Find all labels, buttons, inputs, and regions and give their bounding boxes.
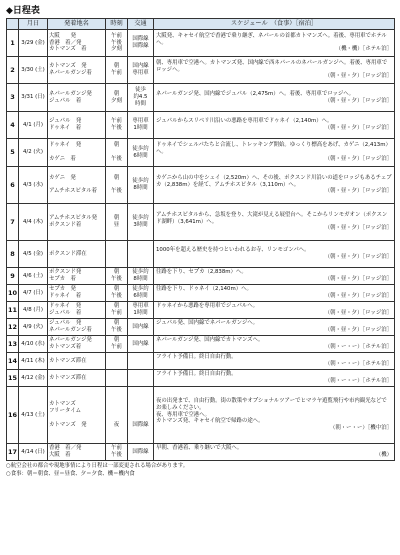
schedule-text: カゲニから山の中をシェイ（2,520m）へ、その後、ポクスンド川沿いの道をロッジもあるチェプカ（2,838m）を経て、アムチホスピタル（3,110m）へ。 [156,174,392,188]
time-cell: 朝 午前 [106,336,128,353]
itinerary-row [7,57,395,84]
meal-lodging: （朝・ー・ー）［ホテル泊］ [324,344,392,350]
schedule-text: ドゥネイから悪路を専用車でジュパルへ。 [156,303,259,310]
meal-lodging: （機・機）［ホテル泊］ [335,46,392,53]
date-cell: 4/5 (金) [19,241,48,268]
transport-cell: 徒歩約 6時間 [128,139,154,167]
place-cell: カトマンズ 発 ネパールガンジ着 [48,57,106,84]
date-cell: 4/8 (月) [19,302,48,319]
place-cell: カトマンズ フリータイム カトマンズ 発 [48,387,106,444]
date-cell: 3/30 (土) [19,57,48,84]
day-number-cell: 1 [7,30,19,57]
date-cell: 4/9 (火) [19,319,48,336]
place-cell: カトマンズ滞在 [48,353,106,370]
schedule-text: アムチホスピタルから、急坂を登り、大滝が見える展望台へ。そこからリンモガオン（ポクスンド湖畔）（3,641m）へ。 [156,211,388,225]
itinerary-table [6,18,395,461]
meal-lodging: （朝・昼・夕）［ロッジ泊］ [324,73,392,80]
schedule-text: ジュパル発、国内線でネパールガンジへ。 [156,320,259,327]
day-number-cell: 8 [7,241,19,268]
header-transport: 交通 [128,19,154,30]
day-number-cell: 11 [7,302,19,319]
date-cell: 4/4 (木) [19,204,48,241]
time-cell [106,241,128,268]
day-number-cell: 5 [7,139,19,167]
schedule-cell [154,387,395,444]
day-number-cell: 3 [7,84,19,112]
time-cell: 朝 午後 [106,319,128,336]
place-cell: ネパールガンジ発 カトマンズ着 [48,336,106,353]
meal-lodging: （朝・ー・ー）［ホテル泊］ [324,361,392,367]
transport-cell: 国内線 専用車 [128,57,154,84]
day-number-cell: 16 [7,387,19,444]
itinerary-row [7,336,395,353]
schedule-text: 往路を下り、ドゥネイ（2,140m）へ。 [156,286,252,293]
place-cell: 大阪 発 香港 着／発 カトマンズ 着 [48,30,106,57]
itinerary-body [7,30,395,461]
schedule-text: フライト予備日。終日自由行動。 [156,354,237,361]
schedule-cell [154,204,395,241]
date-cell: 4/6 (土) [19,268,48,285]
time-cell: 午前 午後 [106,444,128,461]
itinerary-row [7,112,395,139]
schedule-text: 1000年を超える歴史を持つといわれるお寺、リンモゴンパへ。 [156,247,310,254]
schedule-cell [154,241,395,268]
place-cell: ドゥネイ 発 ジュパル 着 [48,302,106,319]
schedule-cell [154,336,395,353]
time-cell: 朝 午後 [106,285,128,302]
schedule-cell [154,30,395,57]
meal-lodging: （朝・昼・夕）［ロッジ泊］ [324,254,392,260]
itinerary-row [7,285,395,302]
day-number-cell: 13 [7,336,19,353]
header-time: 時刻 [106,19,128,30]
meal-lodging: （朝・ー・ー）［機中泊］ [330,425,392,432]
date-cell: 4/2 (火) [19,139,48,167]
time-cell [106,353,128,370]
transport-cell [128,353,154,370]
transport-cell: 国内線 [128,319,154,336]
schedule-text: 早朝、香港着、乗り継いで大阪へ。 [156,445,243,452]
time-cell: 朝 午後 [106,139,128,167]
place-cell: セプカ 発 ドゥネイ 着 [48,285,106,302]
itinerary-row [7,268,395,285]
itinerary-row [7,30,395,57]
schedule-cell [154,319,395,336]
place-cell: ポクスンド発 セプカ 着 [48,268,106,285]
schedule-text: ジュパルからスリベリ川沿いの悪路を専用車でドゥネイ（2,140m）へ。 [156,118,333,125]
day-number-cell: 12 [7,319,19,336]
meal-lodging: （機） [375,452,392,458]
schedule-text: フライト予備日。終日自由行動。 [156,371,237,378]
schedule-cell [154,285,395,302]
transport-cell: 国際線 [128,387,154,444]
time-cell: 夜 [106,387,128,444]
time-cell: 朝 午前 [106,302,128,319]
day-number-cell: 15 [7,370,19,387]
time-cell: 朝 午前 [106,57,128,84]
date-cell: 3/31 (日) [19,84,48,112]
header-date: 月日 [19,19,48,30]
schedule-text: 大阪発、キャセイ航空で香港で乗り継ぎ、ネパールの首都カトマンズへ。着後、専用車でホテルへ。 [156,32,387,46]
place-cell: カゲニ 発 アムチホスピタル着 [48,167,106,204]
date-cell: 4/14 (日) [19,444,48,461]
schedule-cell [154,353,395,370]
transport-cell: 専用車 1時間 [128,302,154,319]
itinerary-row [7,353,395,370]
date-cell: 4/1 (月) [19,112,48,139]
itinerary-row [7,319,395,336]
day-number-cell: 17 [7,444,19,461]
meal-lodging: （朝・昼・夕）［ロッジ泊］ [324,276,392,282]
place-cell: ネパールガンジ発 ジュパル 着 [48,84,106,112]
transport-cell [128,370,154,387]
time-cell: 午前 午後 [106,112,128,139]
date-cell: 4/11 (木) [19,353,48,370]
schedule-cell [154,167,395,204]
date-cell: 4/12 (金) [19,370,48,387]
day-number-cell: 7 [7,204,19,241]
day-number-cell: 4 [7,112,19,139]
place-cell: アムチホスピタル発 ポクスンド着 [48,204,106,241]
schedule-text: 往路を下り、セプカ（2,838m）へ。 [156,269,247,276]
meal-lodging: （朝・昼・夕）［ロッジ泊］ [324,310,392,316]
itinerary-row [7,84,395,112]
schedule-text: ネパールガンジ発、国内線でジュパル（2,475m）へ。着後、専用車でロッジへ。 [156,90,355,97]
meal-lodging: （朝・昼・夕）［ロッジ泊］ [324,225,392,232]
date-cell: 3/29 (金) [19,30,48,57]
transport-cell: 国際線 国際線 [128,30,154,57]
footnotes [6,463,394,478]
date-cell: 4/7 (日) [19,285,48,302]
meal-lodging: （朝・昼・夕）［ロッジ泊］ [324,293,392,299]
meal-lodging: （朝・昼・夕）［ロッジ泊］ [324,327,392,333]
schedule-cell [154,370,395,387]
schedule-text: 朝、専用車で空港へ。カトマンズ発、国内線で西ネパールのネパールガンジへ。着後、専用車でロッジへ。 [156,59,388,73]
time-cell: 朝 午後 [106,268,128,285]
schedule-text: ネパールガンジ発、国内線でカトマンズへ。 [156,337,264,344]
day-number-cell: 6 [7,167,19,204]
date-cell: 4/13 (土) [19,387,48,444]
header-place: 発着地名 [48,19,106,30]
transport-cell: 国内線 [128,336,154,353]
place-cell: ジュパル 発 ドゥネイ 着 [48,112,106,139]
header-row [7,19,395,30]
itinerary-row [7,370,395,387]
footnote-schedule-change: ○航空会社の都合や現地事情により日程は一部変更される場合があります。 [6,463,189,469]
meal-lodging: （朝・昼・夕）［ロッジ泊］ [324,155,392,162]
transport-cell: 専用車 1時間 [128,112,154,139]
header-day-number [7,19,19,30]
schedule-cell [154,444,395,461]
schedule-cell [154,84,395,112]
itinerary-row [7,139,395,167]
time-cell: 朝 夕刻 [106,84,128,112]
transport-cell: 徒歩約 8時間 [128,167,154,204]
transport-cell: 徒歩約 3時間 [128,204,154,241]
transport-cell: 国際線 [128,444,154,461]
footnote-meal-legend: ○食事：朝＝朝食、昼＝昼食、夕＝夕食、機＝機内食 [6,470,135,477]
schedule-cell [154,268,395,285]
itinerary-row [7,444,395,461]
itinerary-row [7,302,395,319]
itinerary-row [7,241,395,268]
schedule-cell [154,112,395,139]
time-cell: 朝 昼 [106,204,128,241]
transport-cell: 徒歩 約4.5 時間 [128,84,154,112]
schedule-text: 夜の出発まで、自由行動。街の散策やオプショナルツアーでヒマラヤ遊覧飛行や市内観光などでお楽しみください。 夜、専用車で空港へ。 カトマンズ発、キャセイ航空で帰路の途へ。 [156,397,387,425]
place-cell: ドゥネイ 発 カゲニ 着 [48,139,106,167]
transport-cell: 徒歩約 6時間 [128,285,154,302]
meal-lodging: （朝・昼・夕）［ロッジ泊］ [324,97,392,104]
itinerary-row [7,204,395,241]
meal-lodging: （朝・昼・夕）［ロッジ泊］ [324,125,392,131]
day-number-cell: 14 [7,353,19,370]
place-cell: ジュパル 発 ネパールガンジ着 [48,319,106,336]
schedule-text: ドゥネイでシェルパたちと合流し、トレッキング開始。ゆっくり標高をあげ、カゲニ（2,413m）へ。 [156,142,391,156]
schedule-cell [154,139,395,167]
date-cell: 4/3 (水) [19,167,48,204]
schedule-cell [154,302,395,319]
place-cell: ポクスンド滞在 [48,241,106,268]
time-cell [106,370,128,387]
itinerary-row [7,387,395,444]
day-number-cell: 2 [7,57,19,84]
itinerary-row [7,167,395,204]
day-number-cell: 10 [7,285,19,302]
transport-cell [128,241,154,268]
meal-lodging: （朝・ー・ー）［ホテル泊］ [324,378,392,384]
schedule-cell [154,57,395,84]
meal-lodging: （朝・昼・夕）［ロッジ泊］ [324,188,392,195]
schedule-title: ◆日程表 [6,6,40,16]
header-schedule: スケジュール （食事）［宿泊］ [154,19,395,30]
date-cell: 4/10 (水) [19,336,48,353]
place-cell: 香港 着／発 大阪 着 [48,444,106,461]
time-cell: 午前 午後 夕刻 [106,30,128,57]
time-cell: 朝 午後 [106,167,128,204]
place-cell: カトマンズ滞在 [48,370,106,387]
day-number-cell: 9 [7,268,19,285]
transport-cell: 徒歩約 8時間 [128,268,154,285]
